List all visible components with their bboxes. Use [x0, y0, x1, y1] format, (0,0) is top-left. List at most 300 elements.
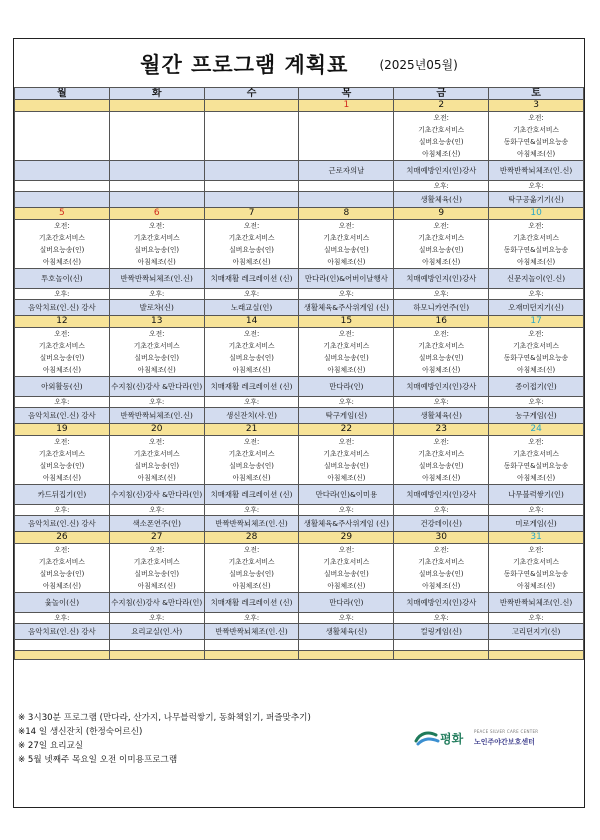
- morning-row: [15, 436, 584, 485]
- date-cell: 16: [394, 316, 489, 328]
- pm-label-cell: 오후:: [15, 397, 110, 408]
- morning-activity: 동화구연&실버요능송: [503, 354, 569, 362]
- date-cell: [15, 100, 110, 112]
- spacer-cell: [489, 640, 584, 651]
- morning-cell: [299, 328, 394, 377]
- date-cell: 15: [299, 316, 394, 328]
- activity-cell: 투호놀이(신): [15, 269, 110, 289]
- pm-label-cell: 오후:: [489, 397, 584, 408]
- pm-label-cell: [299, 181, 394, 192]
- afternoon-activity-cell: 발로차(신): [109, 300, 204, 316]
- morning-row: [15, 544, 584, 593]
- pm-label-cell: 오후:: [109, 505, 204, 516]
- spacer-cell: [394, 640, 489, 651]
- date-row: [15, 316, 584, 328]
- date-cell: 26: [15, 532, 110, 544]
- activity-cell: 종이접기(인): [489, 377, 584, 397]
- morning-row: [15, 220, 584, 269]
- date-cell: [109, 100, 204, 112]
- morning-activity: 아침체조(신): [517, 150, 556, 158]
- morning-activity: 동화구연&실버요능송: [503, 570, 569, 578]
- morning-cell: [489, 328, 584, 377]
- pm-label-cell: 오후:: [109, 613, 204, 624]
- morning-cell: [15, 220, 110, 269]
- spacer-cell: [299, 640, 394, 651]
- morning-cell: [109, 220, 204, 269]
- am-label: 오전:: [433, 222, 449, 230]
- morning-activity: 실버요능송(인): [418, 246, 464, 254]
- morning-activity: 기초간호서비스: [418, 342, 465, 350]
- morning-activity: 아침체조(신): [232, 582, 271, 590]
- am-label: 오전:: [433, 330, 449, 338]
- activity-cell: 윷놀이(신): [15, 593, 110, 613]
- page-title: [14, 49, 584, 85]
- afternoon-activity-cell: [204, 192, 299, 208]
- logo-mark-icon: [414, 729, 440, 747]
- afternoon-activity-cell: 반짝반짝뇌체조(인.신): [109, 408, 204, 424]
- am-label: 오전:: [528, 438, 544, 446]
- am-label: 오전:: [243, 222, 260, 230]
- am-label: 오전:: [528, 546, 544, 554]
- morning-activity: 기초간호서비스: [228, 450, 275, 458]
- morning-activity: 실버요능송(인): [39, 462, 85, 470]
- pm-label-cell: [204, 181, 299, 192]
- afternoon-activity-row: [15, 516, 584, 532]
- morning-activity: 기초간호서비스: [38, 558, 85, 566]
- activity-cell: 나무블럭쌓기(인): [489, 485, 584, 505]
- morning-activity: 아침체조(신): [517, 474, 556, 482]
- morning-cell: [394, 544, 489, 593]
- date-cell: 6: [109, 208, 204, 220]
- afternoon-activity-cell: 생활체육&주사위게임 (신): [299, 300, 394, 316]
- morning-activity: 기초간호서비스: [513, 558, 560, 566]
- morning-activity: 실버요능송(인): [134, 570, 180, 578]
- activity-cell: 치매재활 레크레이션 (신): [204, 593, 299, 613]
- afternoon-activity-row: [15, 624, 584, 640]
- afternoon-activity-cell: 탁구공옮기기(신): [489, 192, 584, 208]
- activity-cell: 치매예방인지(인)강사: [394, 377, 489, 397]
- center-logo: [414, 727, 574, 751]
- afternoon-activity-cell: 요리교실(인.사): [109, 624, 204, 640]
- morning-cell: [489, 220, 584, 269]
- date-cell: 2: [394, 100, 489, 112]
- am-label: 오전:: [243, 330, 260, 338]
- date-cell: 31: [489, 532, 584, 544]
- morning-cell: [489, 436, 584, 485]
- footer-band-cell: [204, 651, 299, 660]
- pm-label-cell: 오후:: [299, 289, 394, 300]
- am-label: 오전:: [433, 114, 449, 122]
- activity-cell: 치매예방인지(인)강사: [394, 485, 489, 505]
- date-cell: 27: [109, 532, 204, 544]
- activity-row: [15, 269, 584, 289]
- morning-cell: [204, 328, 299, 377]
- weekday-header-row: [15, 88, 584, 100]
- date-cell: 24: [489, 424, 584, 436]
- morning-activity: 기초간호서비스: [513, 234, 560, 242]
- morning-activity: 아침체조(신): [327, 582, 366, 590]
- morning-cell: [394, 112, 489, 161]
- morning-cell: [15, 544, 110, 593]
- am-label: 오전:: [149, 330, 165, 338]
- spacer-cell: [109, 640, 204, 651]
- activity-cell: 반짝반짝뇌체조(인.신): [489, 593, 584, 613]
- afternoon-activity-cell: 컬링게임(신): [394, 624, 489, 640]
- date-cell: 8: [299, 208, 394, 220]
- afternoon-label-row: [15, 397, 584, 408]
- date-cell: 1: [299, 100, 394, 112]
- weekday-header: 목: [299, 88, 394, 100]
- pm-label-cell: 오후:: [394, 181, 489, 192]
- morning-cell: [204, 544, 299, 593]
- morning-activity: 실버요능송(인): [39, 570, 85, 578]
- pm-label-cell: 오후:: [204, 613, 299, 624]
- afternoon-activity-cell: 색소폰연주(인): [109, 516, 204, 532]
- afternoon-label-row: [15, 505, 584, 516]
- activity-row: [15, 377, 584, 397]
- afternoon-activity-cell: 음악치료(인.신) 강사: [15, 624, 110, 640]
- date-cell: 12: [15, 316, 110, 328]
- pm-label-cell: 오후:: [15, 505, 110, 516]
- date-cell: 30: [394, 532, 489, 544]
- am-label: 오전:: [528, 114, 544, 122]
- morning-activity: 실버요능송(인): [324, 462, 369, 470]
- morning-cell: [109, 544, 204, 593]
- morning-activity: 아침체조(신): [422, 474, 461, 482]
- morning-activity: 기초간호서비스: [133, 558, 180, 566]
- date-cell: 13: [109, 316, 204, 328]
- am-label: 오전:: [54, 438, 70, 446]
- afternoon-activity-cell: 생활체육(신): [394, 408, 489, 424]
- activity-cell: 치매재활 레크레이션 (신): [204, 485, 299, 505]
- morning-activity: 기초간호서비스: [133, 450, 180, 458]
- morning-row: [15, 112, 584, 161]
- am-label: 오전:: [149, 438, 165, 446]
- activity-row: [15, 161, 584, 181]
- morning-cell: [394, 328, 489, 377]
- morning-activity: 기초간호서비스: [418, 450, 465, 458]
- morning-activity: 아침체조(신): [232, 474, 271, 482]
- footer-band-cell: [489, 651, 584, 660]
- notes-section: [18, 711, 311, 767]
- morning-activity: 실버요능송(인): [134, 246, 180, 254]
- morning-activity: 실버요능송(인): [39, 246, 85, 254]
- morning-activity: 기초간호서비스: [323, 342, 370, 350]
- pm-label-cell: 오후:: [299, 397, 394, 408]
- morning-activity: 아침체조(신): [327, 366, 366, 374]
- date-cell: 29: [299, 532, 394, 544]
- activity-cell: 치매예방인지(인)강사: [394, 269, 489, 289]
- activity-cell: 근로자의날: [299, 161, 394, 181]
- am-label: 오전:: [338, 330, 355, 338]
- activity-cell: 카드뒤집기(인): [15, 485, 110, 505]
- date-cell: 17: [489, 316, 584, 328]
- morning-cell: [15, 328, 110, 377]
- afternoon-activity-cell: 음악치료(인.신) 강사: [15, 408, 110, 424]
- am-label: 오전:: [54, 546, 70, 554]
- morning-cell: [109, 436, 204, 485]
- activity-cell: [15, 161, 110, 181]
- morning-activity: 기초간호서비스: [418, 234, 465, 242]
- pm-label-cell: 오후:: [394, 397, 489, 408]
- morning-activity: 동화구연&실버요능송: [503, 462, 569, 470]
- afternoon-activity-cell: 생활체육&주사위게임 (신): [299, 516, 394, 532]
- date-cell: 22: [299, 424, 394, 436]
- morning-activity: 실버요능송(인): [229, 246, 274, 254]
- morning-cell: [394, 436, 489, 485]
- activity-cell: [109, 161, 204, 181]
- morning-activity: 실버요능송(인): [418, 462, 464, 470]
- morning-activity: 실버요능송(인): [324, 570, 369, 578]
- afternoon-activity-cell: 노래교실(인): [204, 300, 299, 316]
- date-row: [15, 424, 584, 436]
- date-cell: 10: [489, 208, 584, 220]
- activity-cell: 치매재활 레크레이션 (신): [204, 269, 299, 289]
- afternoon-activity-cell: 농구게임(신): [489, 408, 584, 424]
- afternoon-activity-cell: 음악치료(인.신) 강사: [15, 516, 110, 532]
- morning-activity: 아침체조(신): [517, 258, 556, 266]
- afternoon-activity-cell: 하모니카연주(인): [394, 300, 489, 316]
- afternoon-activity-cell: 탁구게임(신): [299, 408, 394, 424]
- pm-label-cell: [15, 181, 110, 192]
- morning-cell: [394, 220, 489, 269]
- activity-cell: 수지침(신)강사 &만다라(인): [109, 377, 204, 397]
- afternoon-activity-cell: [109, 192, 204, 208]
- morning-activity: 동화구연&실버요능송: [503, 138, 569, 146]
- morning-row: [15, 328, 584, 377]
- morning-activity: 실버요능송(인): [418, 570, 464, 578]
- activity-cell: 만다라(인): [299, 593, 394, 613]
- morning-activity: 실버요능송(인): [229, 570, 274, 578]
- date-cell: 21: [204, 424, 299, 436]
- date-row: [15, 532, 584, 544]
- afternoon-activity-cell: 고리던지기(신): [489, 624, 584, 640]
- morning-activity: 기초간호서비스: [418, 558, 465, 566]
- morning-activity: 실버요능송(인): [324, 354, 369, 362]
- morning-activity: 아침체조(신): [232, 366, 271, 374]
- afternoon-activity-cell: 미로게임(신): [489, 516, 584, 532]
- date-row: [15, 208, 584, 220]
- logo-name: 평화: [440, 732, 464, 746]
- morning-cell: [109, 112, 204, 161]
- activity-cell: 만다라(인): [299, 377, 394, 397]
- morning-cell: [299, 112, 394, 161]
- activity-row: [15, 593, 584, 613]
- date-cell: 28: [204, 532, 299, 544]
- morning-activity: 기초간호서비스: [228, 558, 275, 566]
- morning-activity: 기초간호서비스: [38, 342, 85, 350]
- date-cell: 23: [394, 424, 489, 436]
- activity-cell: 신문지놀이(인.신): [489, 269, 584, 289]
- afternoon-activity-cell: 반짝반짝뇌체조(인.신): [204, 516, 299, 532]
- activity-cell: 수지침(신)강사 &만다라(인): [109, 593, 204, 613]
- morning-activity: 아침체조(신): [42, 366, 81, 374]
- afternoon-activity-cell: 생활체육(신): [299, 624, 394, 640]
- weekday-header: 월: [15, 88, 110, 100]
- pm-label-cell: 오후:: [394, 505, 489, 516]
- pm-label-cell: 오후:: [15, 613, 110, 624]
- am-label: 오전:: [338, 438, 355, 446]
- spacer-cell: [15, 640, 110, 651]
- pm-label-cell: 오후:: [489, 505, 584, 516]
- morning-activity: 아침체조(신): [327, 258, 366, 266]
- footer-band-cell: [15, 651, 110, 660]
- morning-activity: 기초간호서비스: [133, 234, 180, 242]
- logo-english-name: PEACE SILVER CARE CENTER: [474, 729, 539, 734]
- morning-activity: 기초간호서비스: [323, 558, 370, 566]
- morning-activity: 아침체조(신): [422, 582, 461, 590]
- pm-label-cell: 오후:: [204, 505, 299, 516]
- afternoon-activity-cell: 생활체육(신): [394, 192, 489, 208]
- activity-cell: 치매예방인지(인)강사: [394, 161, 489, 181]
- date-cell: 14: [204, 316, 299, 328]
- morning-activity: 아침체조(신): [517, 366, 556, 374]
- activity-cell: 아외활동(신): [15, 377, 110, 397]
- morning-activity: 실버요능송(인): [418, 354, 464, 362]
- am-label: 오전:: [149, 222, 165, 230]
- morning-activity: 실버요능송(인): [134, 462, 180, 470]
- am-label: 오전:: [54, 330, 70, 338]
- morning-cell: [109, 328, 204, 377]
- footer-band-cell: [299, 651, 394, 660]
- morning-activity: 기초간호서비스: [38, 234, 85, 242]
- am-label: 오전:: [338, 222, 355, 230]
- morning-activity: 아침체조(신): [422, 258, 461, 266]
- morning-cell: [15, 436, 110, 485]
- note-line: ※ 3시30분 프로그램 (만다라, 산가지, 나무블럭쌓기, 동화책읽기, 퍼즐맞추기): [18, 713, 311, 723]
- morning-cell: [204, 436, 299, 485]
- morning-activity: 기초간호서비스: [513, 126, 560, 134]
- pm-label-cell: 오후:: [15, 289, 110, 300]
- calendar-page: [13, 38, 585, 808]
- morning-activity: 동화구연&실버요능송: [503, 246, 569, 254]
- morning-activity: 기초간호서비스: [418, 126, 465, 134]
- morning-activity: 아침체조(신): [422, 150, 461, 158]
- pm-label-cell: 오후:: [489, 613, 584, 624]
- afternoon-activity-cell: 오재미던지기(신): [489, 300, 584, 316]
- am-label: 오전:: [338, 546, 355, 554]
- am-label: 오전:: [54, 222, 70, 230]
- pm-label-cell: 오후:: [109, 289, 204, 300]
- title-month: (2025년05월): [379, 58, 458, 72]
- morning-activity: 아침체조(신): [422, 366, 461, 374]
- morning-activity: 아침체조(신): [232, 258, 271, 266]
- activity-row: [15, 485, 584, 505]
- weekday-header: 화: [109, 88, 204, 100]
- weekday-header: 금: [394, 88, 489, 100]
- footer-band-cell: [109, 651, 204, 660]
- logo-korean-name: 노인주야간보호센터: [474, 738, 535, 746]
- date-cell: [204, 100, 299, 112]
- morning-activity: 기초간호서비스: [133, 342, 180, 350]
- am-label: 오전:: [243, 546, 260, 554]
- am-label: 오전:: [528, 330, 544, 338]
- pm-label-cell: 오후:: [204, 289, 299, 300]
- pm-label-cell: 오후:: [204, 397, 299, 408]
- morning-cell: [299, 436, 394, 485]
- note-line: ※14 일 생신잔치 (한정숙어르신): [18, 727, 143, 737]
- spacer-row: [15, 640, 584, 651]
- morning-activity: 기초간호서비스: [323, 234, 370, 242]
- note-line: ※ 5월 넷째주 목요일 오전 이미용프로그램: [18, 755, 178, 765]
- pm-label-cell: 오후:: [489, 289, 584, 300]
- date-row: [15, 100, 584, 112]
- afternoon-label-row: [15, 613, 584, 624]
- am-label: 오전:: [528, 222, 544, 230]
- am-label: 오전:: [149, 546, 165, 554]
- morning-cell: [489, 544, 584, 593]
- title-main: 월간 프로그램 계획표: [140, 53, 349, 77]
- afternoon-activity-row: [15, 192, 584, 208]
- note-line: ※ 27일 요리교실: [18, 741, 84, 751]
- morning-activity: 기초간호서비스: [513, 342, 560, 350]
- morning-cell: [299, 220, 394, 269]
- pm-label-cell: [109, 181, 204, 192]
- activity-cell: [204, 161, 299, 181]
- activity-cell: 만다라(인)&어버이날행사: [299, 269, 394, 289]
- morning-activity: 아침체조(신): [327, 474, 366, 482]
- pm-label-cell: 오후:: [394, 613, 489, 624]
- date-cell: 9: [394, 208, 489, 220]
- weekday-header: 수: [204, 88, 299, 100]
- afternoon-activity-cell: [299, 192, 394, 208]
- morning-cell: [204, 220, 299, 269]
- morning-activity: 기초간호서비스: [513, 450, 560, 458]
- date-cell: 3: [489, 100, 584, 112]
- pm-label-cell: 오후:: [299, 505, 394, 516]
- date-cell: 5: [15, 208, 110, 220]
- pm-label-cell: 오후:: [109, 397, 204, 408]
- am-label: 오전:: [433, 546, 449, 554]
- pm-label-cell: 오후:: [299, 613, 394, 624]
- footer-band-row: [15, 651, 584, 660]
- morning-activity: 아침체조(신): [42, 258, 81, 266]
- afternoon-label-row: [15, 181, 584, 192]
- afternoon-activity-cell: 반짝반짝뇌체조(인.신): [204, 624, 299, 640]
- morning-activity: 아침체조(신): [137, 582, 176, 590]
- afternoon-label-row: [15, 289, 584, 300]
- morning-activity: 아침체조(신): [137, 366, 176, 374]
- date-cell: 19: [15, 424, 110, 436]
- date-cell: 20: [109, 424, 204, 436]
- program-calendar-table: [14, 87, 584, 660]
- afternoon-activity-cell: 음악치료(인.신) 강사: [15, 300, 110, 316]
- morning-activity: 아침체조(신): [137, 258, 176, 266]
- morning-cell: [489, 112, 584, 161]
- activity-cell: 반짝반짝뇌체조(인.신): [489, 161, 584, 181]
- morning-activity: 아침체조(신): [137, 474, 176, 482]
- weekday-header: 토: [489, 88, 584, 100]
- am-label: 오전:: [433, 438, 449, 446]
- spacer-cell: [204, 640, 299, 651]
- morning-activity: 아침체조(신): [517, 582, 556, 590]
- morning-activity: 실버요능송(인): [134, 354, 180, 362]
- morning-activity: 실버요능송(인): [324, 246, 369, 254]
- morning-activity: 아침체조(신): [42, 474, 81, 482]
- activity-cell: 만다라(인)&이미용: [299, 485, 394, 505]
- morning-activity: 실버요능송(인): [229, 462, 274, 470]
- morning-activity: 아침체조(신): [42, 582, 81, 590]
- pm-label-cell: 오후:: [394, 289, 489, 300]
- afternoon-activity-row: [15, 408, 584, 424]
- morning-activity: 실버요능송(인): [418, 138, 464, 146]
- morning-activity: 기초간호서비스: [323, 450, 370, 458]
- date-cell: 7: [204, 208, 299, 220]
- afternoon-activity-cell: 생신잔치(사.인): [204, 408, 299, 424]
- footer-band-cell: [394, 651, 489, 660]
- am-label: 오전:: [243, 438, 260, 446]
- morning-activity: 기초간호서비스: [228, 234, 275, 242]
